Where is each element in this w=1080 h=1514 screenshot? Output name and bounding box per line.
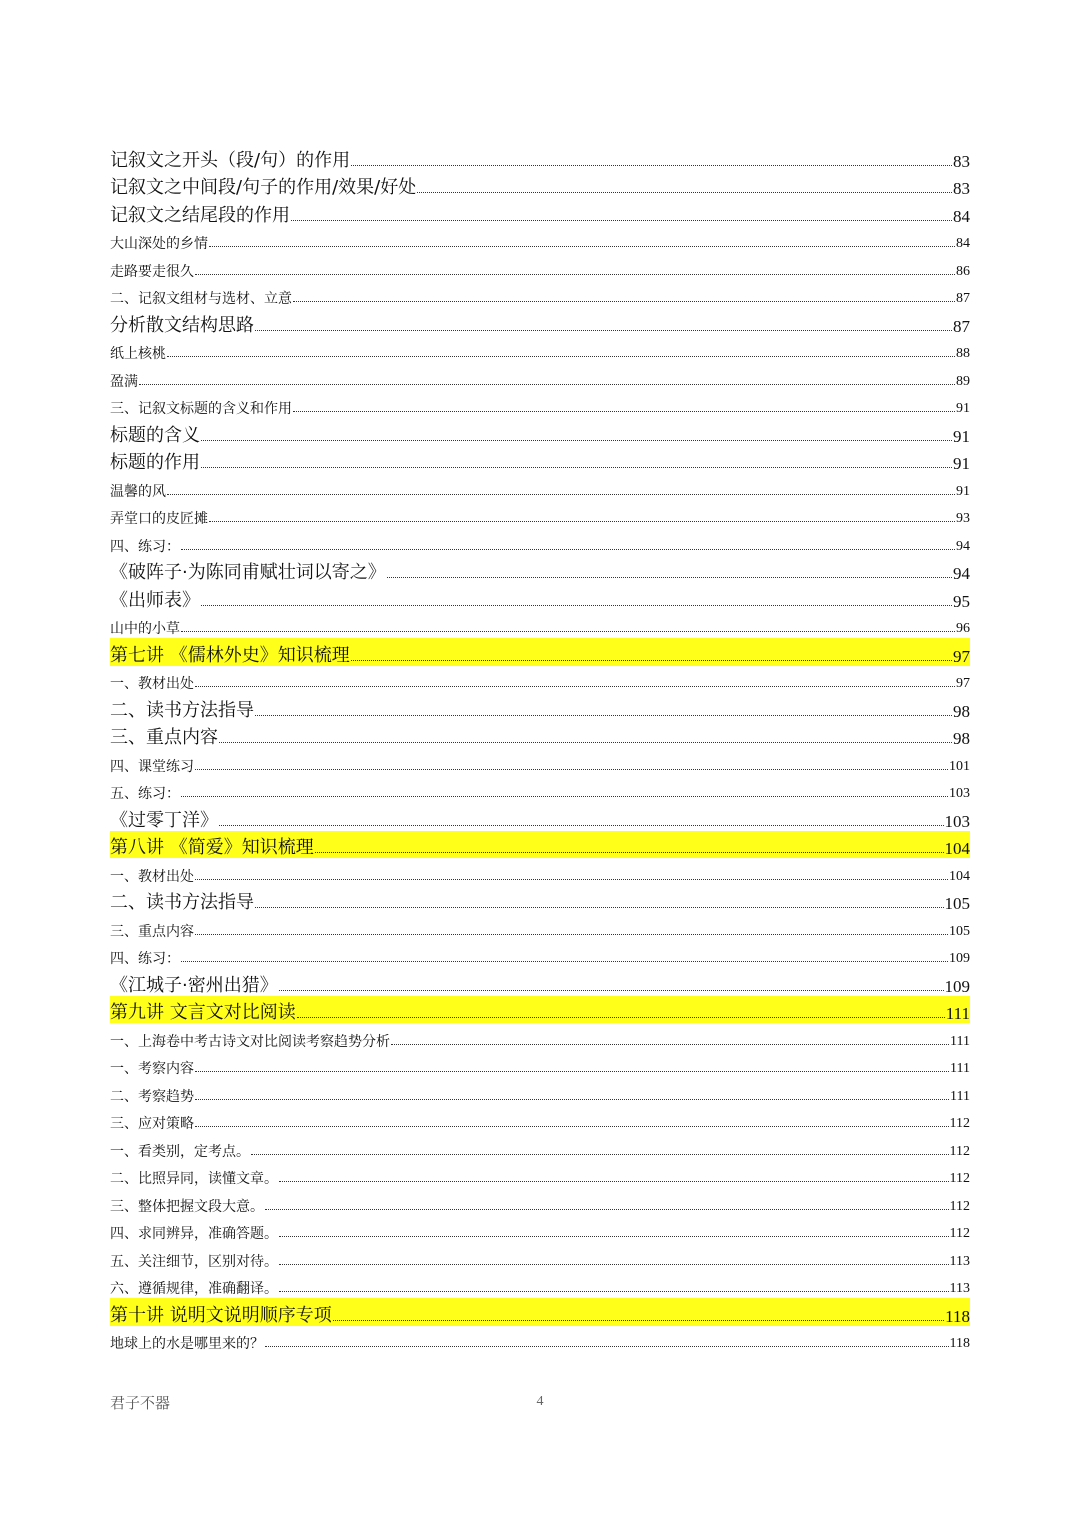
toc-entry-title: 一、上海卷中考古诗文对比阅读考察趋势分析: [110, 1033, 390, 1050]
toc-entry-title: 分析散文结构思路: [110, 314, 254, 336]
toc-entry-title: 弄堂口的皮匠摊: [110, 511, 208, 527]
toc-dot-leader: [209, 246, 955, 247]
toc-entry-page: 112: [949, 1198, 970, 1214]
toc-entry[interactable]: [110, 941, 970, 969]
toc-entry-title: 一、考察内容: [110, 1061, 194, 1077]
toc-entry[interactable]: [110, 1188, 970, 1216]
toc-entry-title: 四、练习：: [110, 951, 180, 967]
toc-dot-leader: [315, 852, 944, 853]
toc-dot-leader: [351, 165, 952, 166]
toc-entry-title: 四、课堂练习: [110, 758, 194, 775]
toc-entry[interactable]: [110, 776, 970, 804]
toc-entry-page: 104: [949, 868, 970, 884]
toc-dot-leader: [219, 742, 952, 743]
toc-entry[interactable]: [110, 198, 970, 226]
toc-entry-title: 三、整体把握文段大意。: [110, 1198, 264, 1215]
toc-chapter-entry[interactable]: [110, 996, 970, 1024]
toc-entry-page: 105: [944, 894, 970, 913]
toc-entry[interactable]: [110, 1216, 970, 1244]
toc-entry-title: 一、看类别，定考点。: [110, 1143, 250, 1160]
toc-entry[interactable]: [110, 886, 970, 914]
toc-entry-page: 84: [953, 206, 970, 226]
toc-entry[interactable]: [110, 1161, 970, 1189]
toc-dot-leader: [195, 769, 948, 770]
toc-dot-leader: [417, 192, 952, 193]
toc-dot-leader: [293, 301, 955, 302]
toc-entry-page: 105: [949, 923, 970, 939]
toc-entry[interactable]: [110, 528, 970, 556]
toc-entry[interactable]: [110, 473, 970, 501]
toc-dot-leader: [181, 796, 948, 797]
toc-dot-leader: [291, 220, 952, 221]
toc-dot-leader: [181, 631, 955, 632]
toc-entry-page: 91: [956, 401, 970, 416]
toc-entry[interactable]: [110, 501, 970, 529]
toc-entry[interactable]: [110, 281, 970, 309]
toc-entry[interactable]: [110, 1243, 970, 1271]
toc-entry[interactable]: [110, 253, 970, 281]
toc-entry-page: 109: [944, 976, 970, 996]
toc-entry-title: 二、读书方法指导: [110, 892, 254, 913]
toc-entry[interactable]: [110, 171, 970, 199]
toc-entry-page: 111: [950, 1061, 970, 1076]
toc-entry-page: 101: [949, 758, 970, 774]
toc-entry-page: 113: [949, 1281, 970, 1296]
toc-dot-leader: [201, 440, 952, 441]
toc-entry-page: 112: [949, 1171, 970, 1186]
toc-entry-page: 103: [949, 786, 970, 801]
toc-entry-title: 山中的小草: [110, 621, 180, 637]
toc-entry-title: 五、练习：: [110, 786, 180, 802]
toc-entry-page: 118: [945, 1306, 970, 1326]
toc-entry[interactable]: [110, 1023, 970, 1051]
toc-entry-page: 91: [956, 483, 970, 499]
toc-dot-leader: [265, 1209, 949, 1210]
toc-entry-page: 94: [953, 564, 970, 583]
toc-entry-page: 98: [953, 701, 970, 721]
toc-dot-leader: [387, 577, 952, 578]
toc-entry-title: 《出师表》: [110, 589, 200, 611]
toc-dot-leader: [255, 715, 952, 716]
toc-entry-title: 走路要走很久: [110, 263, 194, 280]
toc-entry-title: 二、记叙文组材与选材、立意: [110, 291, 292, 307]
toc-dot-leader: [219, 825, 944, 826]
toc-entry-page: 111: [945, 1004, 970, 1023]
toc-dot-leader: [351, 660, 952, 661]
toc-entry[interactable]: [110, 583, 970, 611]
toc-chapter-entry[interactable]: [110, 1298, 970, 1326]
toc-dot-leader: [279, 1181, 949, 1182]
toc-dot-leader: [279, 990, 944, 991]
toc-entry-title: 《破阵子·为陈同甫赋壮词以寄之》: [110, 562, 386, 583]
toc-entry[interactable]: [110, 611, 970, 639]
toc-entry-page: 87: [956, 291, 970, 306]
toc-dot-leader: [255, 907, 944, 908]
toc-entry-title: 标题的含义: [110, 424, 200, 446]
toc-entry-title: 三、重点内容: [110, 727, 218, 748]
toc-entry-title: 盈满: [110, 373, 138, 390]
toc-entry-title: 五、关注细节，区别对待。: [110, 1253, 278, 1270]
toc-entry-title: 三、记叙文标题的含义和作用: [110, 401, 292, 417]
toc-entry-title: 大山深处的乡情: [110, 236, 208, 252]
toc-dot-leader: [279, 1236, 949, 1237]
toc-entry[interactable]: [110, 363, 970, 391]
toc-entry-title: 第九讲 文言文对比阅读: [110, 1002, 296, 1023]
toc-entry-title: 二、考察趋势: [110, 1088, 194, 1105]
toc-dot-leader: [391, 1044, 949, 1045]
toc-entry-title: 记叙文之结尾段的作用: [110, 204, 290, 226]
toc-dot-leader: [167, 494, 955, 495]
toc-entry[interactable]: [110, 721, 970, 749]
footer-page-number: 4: [536, 1394, 544, 1409]
toc-entry-title: 二、比照异同，读懂文章。: [110, 1171, 278, 1187]
toc-entry[interactable]: [110, 1106, 970, 1134]
toc-dot-leader: [181, 549, 955, 550]
toc-entry[interactable]: [110, 1133, 970, 1161]
toc-entry-page: 113: [949, 1253, 970, 1269]
toc-chapter-entry[interactable]: [110, 831, 970, 859]
toc-entry-title: 三、重点内容: [110, 923, 194, 940]
toc-entry-title: 《江城子·密州出猎》: [110, 974, 278, 996]
toc-entry[interactable]: [110, 693, 970, 721]
toc-entry-page: 112: [949, 1143, 970, 1159]
toc-entry-page: 118: [949, 1336, 970, 1351]
toc-entry-title: 《过零丁洋》: [110, 809, 218, 831]
toc-entry-title: 地球上的水是哪里来的？: [110, 1336, 264, 1352]
toc-entry-page: 112: [949, 1116, 970, 1131]
toc-dot-leader: [279, 1264, 949, 1265]
table-of-contents: [110, 143, 970, 1353]
toc-dot-leader: [251, 1154, 949, 1155]
toc-dot-leader: [297, 1017, 945, 1018]
toc-entry-page: 83: [953, 179, 970, 198]
toc-entry[interactable]: [110, 858, 970, 886]
toc-entry[interactable]: [110, 143, 970, 171]
toc-entry-page: 104: [944, 839, 970, 858]
toc-dot-leader: [195, 879, 948, 880]
toc-entry-title: 六、遵循规律，准确翻译。: [110, 1281, 278, 1297]
toc-dot-leader: [255, 330, 952, 331]
toc-dot-leader: [139, 384, 955, 385]
toc-dot-leader: [209, 521, 955, 522]
toc-dot-leader: [279, 1291, 949, 1292]
toc-entry-title: 一、教材出处: [110, 676, 194, 692]
toc-entry-title: 一、教材出处: [110, 868, 194, 885]
toc-entry-page: 98: [953, 729, 970, 748]
toc-entry[interactable]: [110, 308, 970, 336]
toc-dot-leader: [195, 934, 948, 935]
toc-entry[interactable]: [110, 1271, 970, 1299]
toc-entry-title: 二、读书方法指导: [110, 699, 254, 721]
toc-entry-page: 95: [953, 591, 970, 611]
toc-entry[interactable]: [110, 748, 970, 776]
footer-author: 君子不器: [110, 1394, 171, 1412]
toc-entry-title: 三、应对策略: [110, 1116, 194, 1132]
toc-entry-page: 112: [949, 1226, 970, 1241]
toc-entry[interactable]: [110, 336, 970, 364]
toc-entry-page: 84: [956, 236, 970, 251]
toc-entry-page: 103: [944, 811, 970, 831]
toc-dot-leader: [195, 274, 955, 275]
toc-entry-page: 111: [950, 1033, 970, 1049]
toc-entry[interactable]: [110, 226, 970, 254]
toc-entry-page: 109: [949, 951, 970, 966]
toc-entry[interactable]: [110, 391, 970, 419]
toc-entry-page: 83: [953, 151, 970, 171]
toc-entry-page: 97: [953, 646, 970, 666]
toc-chapter-entry[interactable]: [110, 638, 970, 666]
toc-entry[interactable]: [110, 968, 970, 996]
toc-entry[interactable]: [110, 1051, 970, 1079]
toc-entry[interactable]: [110, 1078, 970, 1106]
toc-entry-title: 记叙文之中间段/句子的作用/效果/好处: [110, 177, 417, 198]
toc-entry-title: 标题的作用: [110, 452, 200, 473]
toc-entry-page: 94: [956, 538, 970, 554]
toc-entry[interactable]: [110, 1326, 970, 1354]
toc-entry[interactable]: [110, 446, 970, 474]
toc-entry-page: 111: [950, 1088, 970, 1104]
toc-entry-page: 96: [956, 621, 970, 636]
toc-entry-page: 91: [953, 426, 970, 446]
toc-entry-page: 87: [953, 316, 970, 336]
toc-entry[interactable]: [110, 803, 970, 831]
toc-dot-leader: [195, 686, 955, 687]
toc-dot-leader: [195, 1071, 949, 1072]
toc-entry-page: 88: [956, 346, 970, 361]
toc-entry-page: 97: [956, 676, 970, 691]
toc-entry-title: 纸上核桃: [110, 346, 166, 362]
toc-entry-title: 四、求同辨异，准确答题。: [110, 1226, 278, 1242]
toc-entry-title: 温馨的风: [110, 483, 166, 500]
toc-dot-leader: [293, 411, 955, 412]
toc-dot-leader: [195, 1126, 949, 1127]
toc-entry-page: 93: [956, 511, 970, 526]
toc-entry-title: 记叙文之开头（段/句）的作用: [110, 149, 351, 171]
toc-dot-leader: [201, 605, 952, 606]
toc-entry-page: 89: [956, 373, 970, 389]
toc-entry[interactable]: [110, 418, 970, 446]
toc-entry-page: 86: [956, 263, 970, 279]
toc-entry[interactable]: [110, 913, 970, 941]
toc-dot-leader: [167, 356, 955, 357]
toc-dot-leader: [265, 1346, 949, 1347]
toc-dot-leader: [195, 1099, 949, 1100]
toc-dot-leader: [333, 1320, 944, 1321]
toc-entry-title: 第十讲 说明文说明顺序专项: [110, 1304, 332, 1326]
toc-dot-leader: [201, 467, 952, 468]
toc-entry[interactable]: [110, 556, 970, 584]
toc-dot-leader: [181, 961, 948, 962]
toc-entry-page: 91: [953, 454, 970, 473]
toc-entry[interactable]: [110, 666, 970, 694]
toc-entry-title: 第七讲 《儒林外史》知识梳理: [110, 644, 350, 666]
toc-entry-title: 第八讲 《简爱》知识梳理: [110, 837, 314, 858]
toc-entry-title: 四、练习：: [110, 538, 180, 555]
